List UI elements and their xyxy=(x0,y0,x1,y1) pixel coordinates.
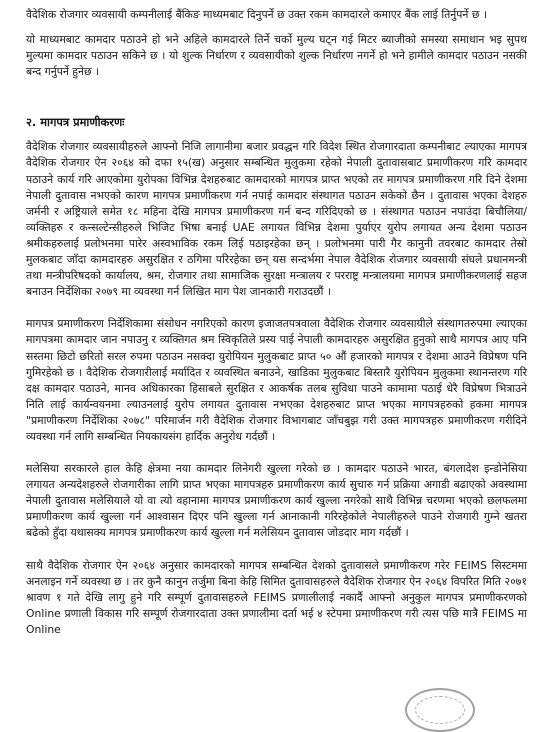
section-heading: २. मागपत्र प्रमाणीकरणः xyxy=(26,115,125,130)
section-paragraph-4: साथै वैदेशिक रोजगार ऐन २०६४ अनुसार कामदारको मागपत्र सम्बन्धित देशको दुतावासले प्रमाणीकरण गरेर FEIMS सिस्टममा अनलाइन गर्ने व्यवस्था छ । तर कुनै कानुन तर्जुमा बिना केहि सिमित दुतावासहरुले वैदेशिक रोजगार ऐन २०६४ विपरित मिति २०७१ श्रावण १ गते देखि लागु हुने गरि सम्पूर्ण दुतावासहरुले FEIMS प्रणालीलाई नकार्दै आफ्नो अनुकुल मागपत्र प्रमाणीकरणको Online प्रणाली विकास गरि सम्पूर्ण रोजगारदाता उक्त प्रणालीमा दर्ता भई ४ स्टेपमा प्रमाणीकरण गरी त्यस पछि मात्रै FEIMS मा Online xyxy=(26,558,527,636)
intro-paragraph-1: वैदेशिक रोजगार व्यवसायी कम्पनीलाई बैंकिङ माध्यमबाट दिनुपर्ने छ उक्त रकम कामदारले कमाएर बैंक लाई तिर्नुपर्ने छ । xyxy=(26,8,487,21)
section-paragraph-2: मागपत्र प्रमाणीकरण निर्देशिकामा संसोधन नगरिएको कारण इजाजतपत्रवाला वैदेशिक रोजगार व्यवसायीले संस्थागतरुपमा ल्याएका मागपत्रमा कामदार जान नपाउनु र व्यक्तिगत श्रम स्विकृतिले प्रस्य पाई नेपाली कामदारहरु असुरक्षित हुनुको साथै मागपत्र आए पनि सस्तमा छिटो छरितो सरल रुपमा पठाउन नसक्दा युरोपियन मुलुकबाट प्राप्त ५० औं हजारको मागपत्र र देशमा आउने विप्रेषण पनि गुमिरहेको छ । वैदेशिक रोजगारीलाई मर्यादित र व्यवस्थित बनाउने, खाडिका मुलुकबाट बिस्तारै युरोपियन मुलुकमा स्थानन्तरण गरि दक्ष कामदार पठाउने, मानव अधिकारका हिसाबले सुरक्षित र आकर्षक तलब सुविधा पाउने कामामा पठाई धेरै विप्रेषण भित्राउने निति लाई कार्यन्वयनमा ल्याउनलाई युरोप लगायत दुतावास नभएका देशहरुबाट प्राप्त भएका मागपत्रहरुको हकमा मागपत्र "प्रमाणीकरण निर्देशिका २०७८" परिमार्जन गरी वैदेशिक रोजगार विभागबाट जाँचबुझ गरी उक्त मागपत्रहरु प्रमाणीकरण गरीदिने व्यवस्था गर्न लागि सम्बन्धित नियकायसंग हार्दिक अनुरोध गर्दछौं । xyxy=(26,317,527,443)
section-paragraph-3: मलेसिया सरकारले हाल केहि क्षेत्रमा नया कामदार लिनेगरी खुल्ला गरेको छ । कामदार पठाउने भारत, बंगलादेश इन्डोनेसिया लगायत अन्यदेशहरुले रोजगारीका लागि प्राप्त भएका मागपत्रहरु प्रमाणीकरण कार्य सुचारु गर्न प्रक्रिया अगाडी बढाएको अवस्थामा नेपाली दुतावास मलेसियाले यो वा त्यो वहानामा मागपत्र प्रमाणीकरण कार्य खुल्ला नगरेको साथै विभिन्न चरणमा भएको छलफलमा प्रमाणीकरण कार्य खुल्ला गर्न आश्वासन दिएर पनि खुल्ला गर्न आनाकानी गरिरहेकोले नेपालीहरुले पाउने रोजगारी गुम्ने खतरा बढेको हुँदा यथासक्य मागपत्र प्रमाणीकरण कार्य खुल्ला गर्न मलेसियन दुतावास जोडदार माग गर्दछौं । xyxy=(26,462,527,540)
section-paragraph-1: वैदेशिक रोजगार व्यवसायीहरुले आफ्नो निजि लागानीमा बजार प्रवद्धन गरि विदेश स्थित रोजगारदाता कम्पनीबाट ल्याएका मागपत्र वैदेशिक रोजगार ऐन २०६४ को दफा १५(ख) अनुसार सम्बन्धित मुलुकमा रहेको नेपाली दुतावासबाट प्रमाणीकरण गरि कामदार पठाउने कार्य गरि आएकोमा युरोपका विभिन्न देशहरुबाट कामदारको मागपत्र प्राप्त भएको तर मागपत्र प्रमाणीकरण गरि दिने देशमा नेपाली दुतावास नभएको कारण मागपत्र प्रमाणीकरण गर्न नपाई कामदार संस्थागत पठाउन सकेको छैन । दुतावास भएका देशहरु जर्मनी र अष्ट्रियाले समेत १८ महिना देखि मागपत्र प्रमाणीकरण गर्न बन्द गरिदिएको छ । संस्थागत पठाउन नपाउंदा बिचौलिया/व्यक्तिहरु र कन्सल्टेन्सीहरुले भिजिट भिषा बनाई UAE लगायत विभिन्न देशमा पुर्याएर युरोप लगायत अन्य देशमा पठाउन श्रमीकहरुलाई प्रलोभनमा पारेर अस्वभाविक रकम लिई पठाइरहेका छन् । प्रलोभनमा पारी गैर कानुनी तवरबाट कामदार तेस्रो मुलकबाट जाँदा कामदारहरु असुरक्षित र ठगिमा परिरहेका छन् यस सन्दर्भमा नेपाल वैदेशिक रोजगार व्यवसायी संघले प्रधानमन्त्री तथा मन्त्रीपरिषदको कार्यालय, श्रम, रोजगार तथा सामाजिक सुरक्षा मन्त्रालय र परराष्ट्र मन्त्रालयमा मागपत्र प्रमाणीकरणलाई सहज बनाउन निर्देशिका २०७९ मा व्यवस्था गर्न लिखित माग पेश जानकारी गराउदछौं । xyxy=(26,140,527,299)
official-stamp xyxy=(405,688,475,732)
intro-paragraph-2: यो माध्यमबाट कामदार पठाउने हो भने अहिले कामदारले तिर्ने चर्को मुल्य घट्न गई मिटर ब्याजीको समस्या समाधान भइ सुपथ मुल्यमा कामदार पठाउन सकिने छ । यो शुल्क निर्धारण र व्यवसायीको शुल्क निर्धारण नगर्ने हो भने हामीले कामदार पठाउन नसकी बन्द गर्नुपर्ने हुनेछ । xyxy=(26,33,527,79)
